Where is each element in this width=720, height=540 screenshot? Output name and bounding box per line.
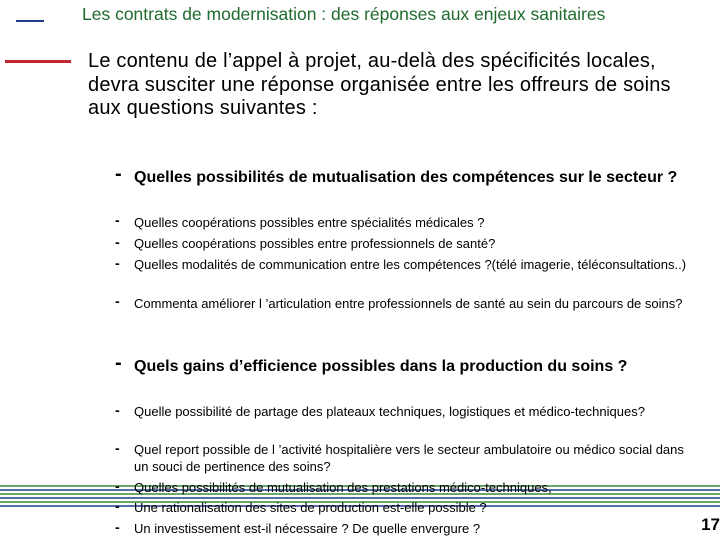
list-item-text: Quelles coopérations possibles entre spécialités médicales ?	[134, 215, 485, 230]
list-item-text: Quelle possibilité de partage des plateaux techniques, logistiques et médico-techniques?	[134, 404, 645, 419]
dash-bullet: -	[115, 402, 120, 418]
list-item-text: Quelles possibilités de mutualisation des prestations médico-techniques,	[134, 480, 552, 495]
list-item-text: Commenta améliorer l ’articulation entre professionnels de santé au sein du parcours de soins?	[134, 296, 683, 311]
dash-bullet: -	[115, 498, 120, 514]
dash-bullet: -	[115, 212, 120, 228]
list-item-text: Quelles modalités de communication entre les compétences ?(télé imagerie, téléconsultations..)	[134, 257, 687, 272]
dash-bullet: -	[115, 293, 120, 309]
dash-bullet: -	[115, 163, 122, 185]
slide-lead-paragraph: Le contenu de l’appel à projet, au-delà des spécificités locales, devra susciter une réponse organisée entre les offreurs de soins aux questions suivantes :	[88, 50, 671, 119]
section-heading-text: Quels gains d’efficience possibles dans la production du soins ?	[134, 358, 628, 375]
section-heading-text: Quelles possibilités de mutualisation des compétences sur le secteur ?	[134, 169, 678, 186]
dash-bullet: -	[115, 234, 120, 250]
dash-bullet: -	[115, 519, 120, 535]
dash-bullet: -	[115, 440, 120, 456]
slide-title: Les contrats de modernisation : des réponses aux enjeux sanitaires	[82, 4, 606, 24]
dash-bullet: -	[115, 255, 120, 271]
list-item-text: Quel report possible de l ’activité hospitalière vers le secteur ambulatoire ou médico social dans un souci de pertinence des soins?	[134, 442, 684, 474]
list-item-text: Quelles coopérations possibles entre professionnels de santé?	[134, 236, 496, 251]
list-item-text: Une rationalisation des sites de production est-elle possible ?	[134, 500, 487, 515]
dash-bullet: -	[115, 478, 120, 494]
page-number: 17	[692, 515, 720, 537]
dash-bullet: -	[115, 352, 122, 374]
list-item-text: Un investissement est-il nécessaire ? De quelle envergure ?	[134, 521, 481, 536]
